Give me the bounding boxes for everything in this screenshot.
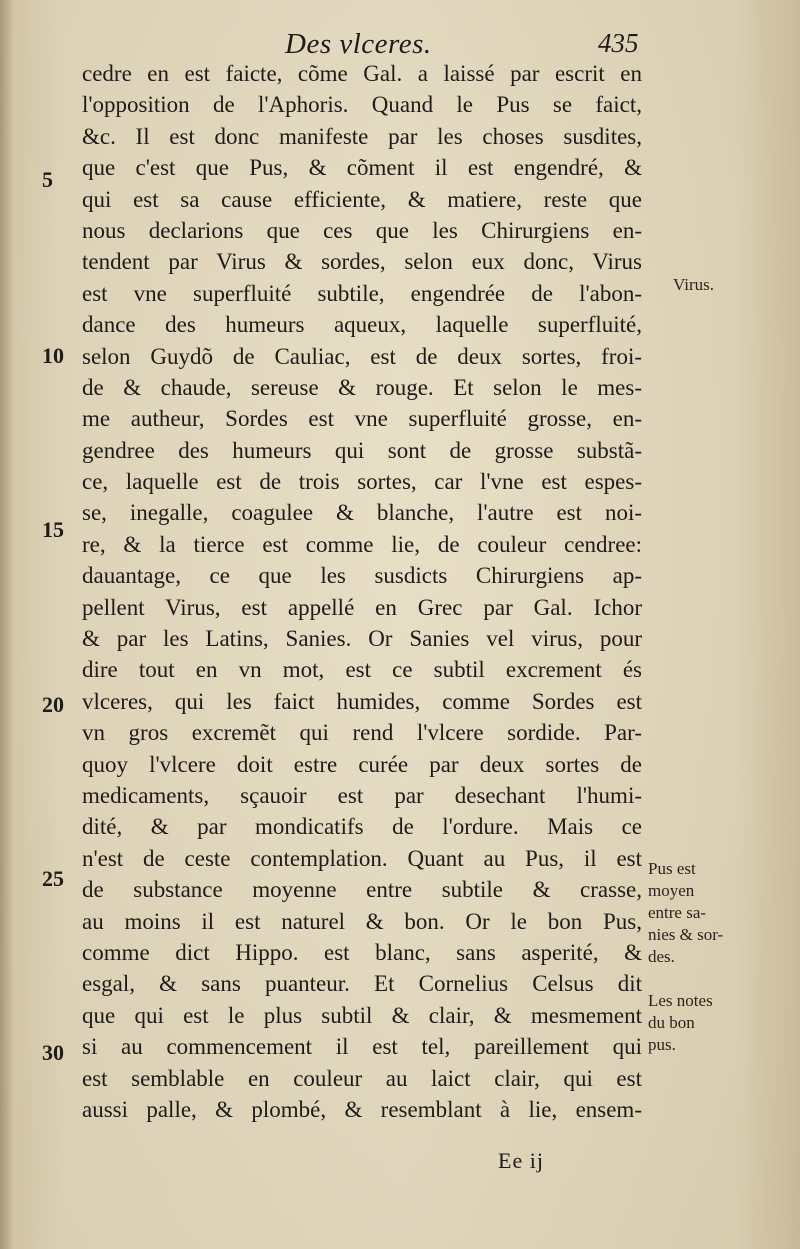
line-number-15: 15	[42, 517, 64, 542]
margin-note-line: Pus est	[648, 859, 696, 878]
text-line: vn gros excremẽt qui rend l'vlcere sordide. Par-	[82, 720, 642, 746]
text-line: est vne superfluité subtile, engendrée de l'abon-	[82, 280, 642, 306]
margin-note-pus-moyen	[648, 858, 723, 968]
margin-note-line: nies & sor-	[648, 925, 724, 944]
margin-note-line: du bon	[648, 1013, 695, 1032]
margin-note-line: pus.	[648, 1035, 676, 1054]
margin-note-virus: Virus.	[673, 275, 715, 294]
text-line: si au commencement il est tel, pareillement qui	[82, 1034, 642, 1060]
text-line: dité, & par mondicatifs de l'ordure. Mais ce	[82, 814, 642, 840]
line-number-10: 10	[42, 343, 64, 368]
text-line: dire tout en vn mot, est ce subtil excrement és	[82, 657, 642, 683]
text-line: & par les Latins, Sanies. Or Sanies vel virus, pour	[82, 626, 642, 652]
text-line: re, & la tierce est comme lie, de couleur cendree:	[82, 531, 642, 557]
text-line: pellent Virus, est appellé en Grec par Gal. Ichor	[82, 594, 642, 620]
text-line: que qui est le plus subtil & clair, & mesmement	[82, 1002, 642, 1028]
text-line: nous declarions que ces que les Chirurgiens en-	[82, 217, 642, 243]
margin-note-line: Les notes	[648, 991, 713, 1010]
line-number-20: 20	[42, 692, 64, 717]
text-line: vlceres, qui les faict humides, comme Sordes est	[82, 688, 642, 714]
text-line: comme dict Hippo. est blanc, sans asperité, &	[82, 939, 642, 965]
line-number-5: 5	[42, 167, 53, 192]
text-line: se, inegalle, coagulee & blanche, l'autre est noi-	[82, 500, 642, 526]
text-line: qui est sa cause efficiente, & matiere, reste que	[82, 186, 642, 212]
line-number-25: 25	[42, 866, 64, 891]
text-line: &c. Il est donc manifeste par les choses susdites,	[82, 123, 642, 149]
text-line: medicaments, sçauoir est par desechant l'humi-	[82, 782, 642, 808]
margin-notes	[648, 0, 788, 1249]
text-line: aussi palle, & plombé, & resemblant à lie, ensem-	[82, 1096, 642, 1122]
text-line: gendree des humeurs qui sont de grosse substã-	[82, 437, 642, 463]
text-line: me autheur, Sordes est vne superfluité grosse, en-	[82, 406, 642, 432]
margin-note-line: moyen	[648, 881, 695, 900]
margin-note-notes-bon-pus	[648, 990, 713, 1056]
text-line: que c'est que Pus, & cõment il est engendré, &	[82, 155, 642, 181]
text-line: dance des humeurs aqueux, laquelle superfluité,	[82, 312, 642, 338]
text-line: ce, laquelle est de trois sortes, car l'vne est espes-	[82, 469, 642, 495]
text-line: selon Guydõ de Cauliac, est de deux sortes, froi-	[82, 343, 642, 369]
text-line: de & chaude, sereuse & rouge. Et selon le mes-	[82, 374, 642, 400]
line-number-column	[0, 0, 82, 1249]
text-line: tendent par Virus & sordes, selon eux donc, Virus	[82, 249, 642, 275]
text-line: cedre en est faicte, cõme Gal. a laissé par escrit en	[82, 61, 642, 86]
margin-note-line: des.	[648, 947, 675, 966]
text-line: est semblable en couleur au laict clair, qui est	[82, 1065, 642, 1091]
margin-note-line: entre sa-	[648, 903, 707, 922]
text-line: au moins il est naturel & bon. Or le bon Pus,	[82, 908, 642, 934]
body-text	[82, 58, 642, 1125]
text-line: esgal, & sans puanteur. Et Cornelius Celsus dit	[82, 971, 642, 997]
line-number-30: 30	[42, 1040, 64, 1065]
text-line: n'est de ceste contemplation. Quant au Pus, il est	[82, 845, 642, 871]
text-line: de substance moyenne entre subtile & crasse,	[82, 877, 642, 903]
text-line: l'opposition de l'Aphoris. Quand le Pus se faict,	[82, 92, 642, 118]
running-title: Des vlceres.	[285, 28, 432, 60]
page-number: 435	[598, 28, 639, 58]
text-line: quoy l'vlcere doit estre curée par deux sortes de	[82, 751, 642, 777]
signature-mark: Ee ij	[498, 1148, 544, 1173]
text-line: dauantage, ce que les susdicts Chirurgiens ap-	[82, 563, 642, 589]
